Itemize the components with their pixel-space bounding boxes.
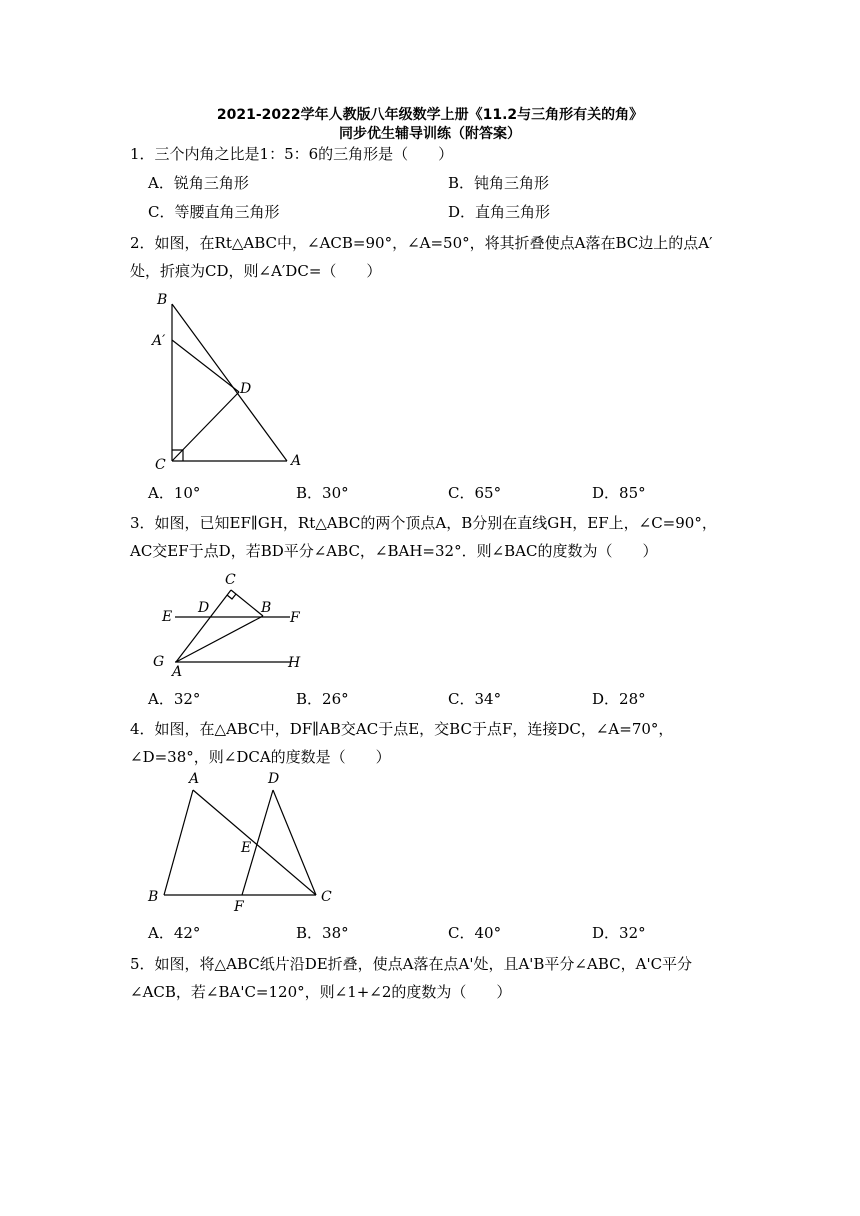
question-4-option-d[interactable]: D．32° [592, 924, 646, 942]
q2-label-a: A [291, 453, 302, 469]
question-4-option-b[interactable]: B．38° [296, 924, 349, 942]
question-2-option-a[interactable]: A．10° [148, 484, 201, 502]
question-3-option-c[interactable]: C．34° [448, 690, 502, 708]
question-3-option-a[interactable]: A．32° [148, 690, 201, 708]
question-3-option-b[interactable]: B．26° [296, 690, 349, 708]
question-4-option-c[interactable]: C．40° [448, 924, 502, 942]
q3-label-b: B [261, 600, 272, 616]
question-3-figure [150, 570, 320, 680]
question-3-option-d[interactable]: D．28° [592, 690, 646, 708]
question-1-option-c[interactable]: C．等腰直角三角形 [148, 203, 280, 221]
q2-label-d: D [240, 381, 252, 397]
question-2-option-b[interactable]: B．30° [296, 484, 349, 502]
question-1-option-a[interactable]: A．锐角三角形 [148, 174, 249, 192]
q4-label-d: D [268, 771, 280, 787]
question-2-option-c[interactable]: C．65° [448, 484, 502, 502]
question-4-option-a[interactable]: A．42° [148, 924, 201, 942]
document-title-line1: 2021-2022学年人教版八年级数学上册《11.2与三角形有关的角》 [216, 107, 644, 123]
q4-label-f: F [234, 899, 244, 915]
q4-label-e: E [241, 840, 252, 856]
question-2-option-d[interactable]: D．85° [592, 484, 646, 502]
q3-label-a: A [172, 664, 183, 680]
question-4-text: 4．如图，在△ABC中，DF∥AB交AC于点E，交BC于点F，连接DC，∠A=70°，∠D=38°，则∠DCA的度数是（ ） [130, 720, 674, 766]
q4-label-c: C [321, 889, 332, 905]
q3-label-g: G [153, 654, 165, 670]
question-5-text: 5．如图，将△ABC纸片沿DE折叠，使点A落在点A'处，且A'B平分∠ABC，A'C平分∠ACB，若∠BA'C=120°，则∠1+∠2的度数为（ ） [130, 955, 693, 1001]
q2-label-c: C [155, 457, 166, 473]
q3-label-d: D [198, 600, 210, 616]
q3-label-h: H [288, 655, 301, 671]
question-4-figure [140, 770, 340, 915]
q3-label-c: C [225, 572, 236, 588]
question-1-option-d[interactable]: D．直角三角形 [448, 203, 551, 221]
q3-label-e: E [162, 609, 173, 625]
q2-label-a-prime: A′ [152, 333, 166, 349]
question-1-text: 1．三个内角之比是1：5：6的三角形是（ ） [130, 145, 454, 163]
question-2-figure [140, 290, 310, 473]
q4-label-b: B [148, 889, 159, 905]
q3-label-f: F [290, 610, 300, 626]
question-3-text: 3．如图，已知EF∥GH，Rt△ABC的两个顶点A，B分别在直线GH，EF上，∠C=90°，AC交EF于点D，若BD平分∠ABC，∠BAH=32°．则∠BAC的度数为（ ） [130, 514, 717, 560]
question-2-text: 2．如图，在Rt△ABC中，∠ACB=90°，∠A=50°，将其折叠使点A落在BC边上的点A′处，折痕为CD，则∠A′DC=（ ） [130, 234, 713, 280]
question-1-option-b[interactable]: B．钝角三角形 [448, 174, 550, 192]
q2-label-b: B [157, 292, 168, 308]
q4-label-a: A [189, 771, 200, 787]
document-title-line2: 同步优生辅导训练（附答案） [339, 126, 521, 142]
